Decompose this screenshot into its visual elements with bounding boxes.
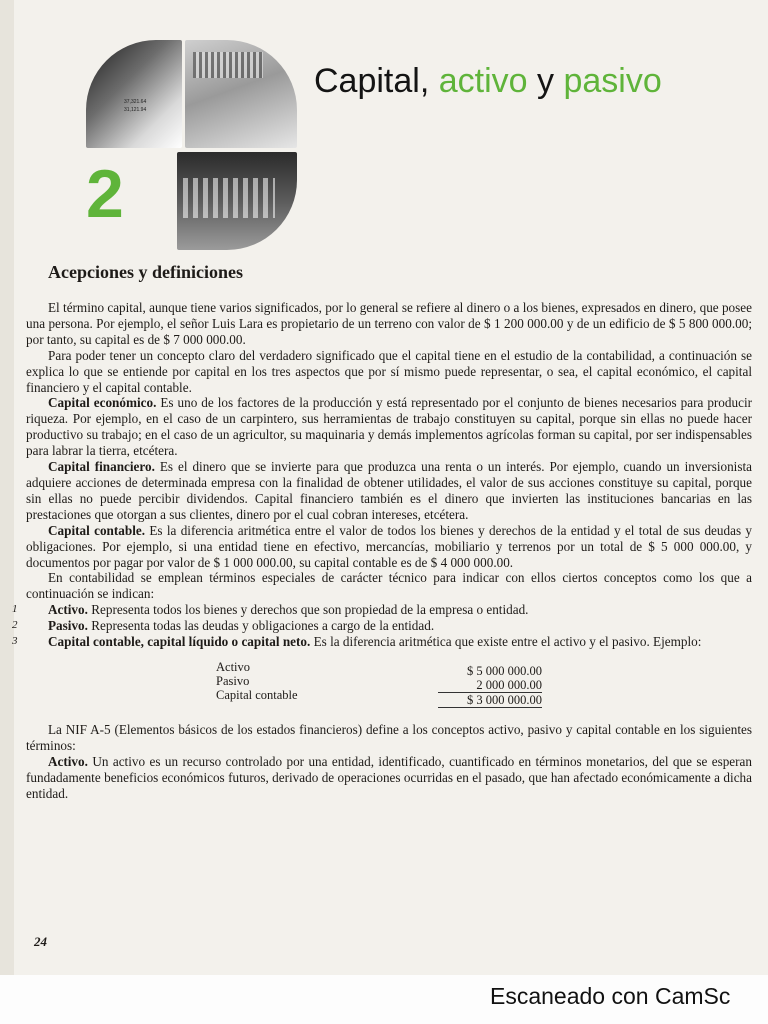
scanner-watermark: Escaneado con CamSc bbox=[490, 983, 731, 1009]
page-number: 24 bbox=[34, 934, 47, 949]
business-people-photo bbox=[177, 152, 297, 250]
paragraph: El término capital, aunque tiene varios significados, por lo general se refiere al dinero o a los bienes, expresados en dinero, que posee una persona. Por ejemplo, el señor Luis Lara es propietario de un terreno con valor de $ 1 200 000.00 y de un edificio de $ 5 800 000.00; por tanto, su capital es de $ 7 000 000.00. bbox=[26, 300, 752, 347]
example-table bbox=[26, 656, 752, 718]
book-page bbox=[14, 0, 768, 975]
chapter-title: Capital, activo y pasivo bbox=[314, 62, 662, 100]
paragraph: En contabilidad se emplean términos especiales de carácter técnico para indicar con ellos ciertos conceptos como los que a continuación se indican: bbox=[26, 570, 752, 602]
paragraph: Capital financiero. Es el dinero que se invierte para que produzca una renta o un interés. Por ejemplo, cuando un inversionista adquiere acciones de determinada empresa con la finalidad de obtener utilidades, el valor de sus acciones constituye su capital, porque sin ellas no puede percibir dividendos. Capital financiero también es el dinero que invierten las instituciones bancarias en las prestaciones que otorgan a sus clientes, dinero por el cual cobran intereses, etcétera. bbox=[26, 459, 752, 522]
example-labels: Activo Pasivo Capital contable bbox=[216, 659, 298, 702]
paragraph: Para poder tener un concepto claro del verdadero significado que el capital tiene en el estudio de la contabilidad, a continuación se explica lo que se entiende por capital en los tres aspectos que por sí mismo puede representar, o sea, el capital económico, el capital financiero y el capital contable. bbox=[26, 347, 752, 395]
body-text bbox=[12, 300, 753, 801]
section-heading: Acepciones y definiciones bbox=[48, 262, 243, 282]
chapter-number: 2 bbox=[86, 156, 124, 232]
calculator-photo bbox=[86, 40, 182, 148]
paragraph: Capital económico. Es uno de los factores de la producción y está representado por el conjunto de bienes necesarios para producir riqueza. Por ejemplo, en el caso de un carpintero, sus herramientas de trabajo constituyen su capital, porque sin ellas no puede hacer productivo su trabajo; en el caso de un agricultor, su maquinaria y demás implementos agrícolas forman su capital, por ser indispensables para labrar la tierra, etcétera. bbox=[26, 395, 752, 459]
paragraph: Capital contable. Es la diferencia aritmética entre el valor de todos los bienes y derechos de la entidad y el total de sus deudas y obligaciones. Por ejemplo, si una entidad tiene en efectivo, mercancías, mobiliario y terrenos por un total de $ 5 000 000.00, y documentos por pagar por valor de $ 1 000 000.00, su capital contable es de $ 4 000 000.00. bbox=[26, 522, 753, 570]
paragraph: La NIF A-5 (Elementos básicos de los estados financieros) define a los conceptos activo, pasivo y capital contable en los siguientes términos: bbox=[26, 721, 752, 753]
calculator-figures: 37,321.64 31,121.94 bbox=[124, 99, 147, 113]
list-item: 1 Activo. Representa todos los bienes y derechos que son propiedad de la empresa o entidad. bbox=[12, 602, 529, 618]
example-values: $ 5 000 000.00 2 000 000.00 $ 3 000 000.00 bbox=[438, 664, 542, 708]
list-item: 2 Pasivo. Representa todas las deudas y obligaciones a cargo de la entidad. bbox=[12, 618, 435, 634]
definition-list bbox=[12, 602, 752, 650]
paragraph: Activo. Un activo es un recurso controlado por una entidad, identificado, cuantificado en términos monetarios, del que se esperan fundadamente beneficios económicos futuros, derivado de operaciones ocurridas en el pasado, que han afectado económicamente a dicha entidad. bbox=[26, 753, 752, 801]
chart-photo bbox=[185, 40, 297, 148]
list-item: 3 Capital contable, capital líquido o capital neto. Es la diferencia aritmética que existe entre el activo y el pasivo. Ejemplo: bbox=[12, 634, 702, 650]
